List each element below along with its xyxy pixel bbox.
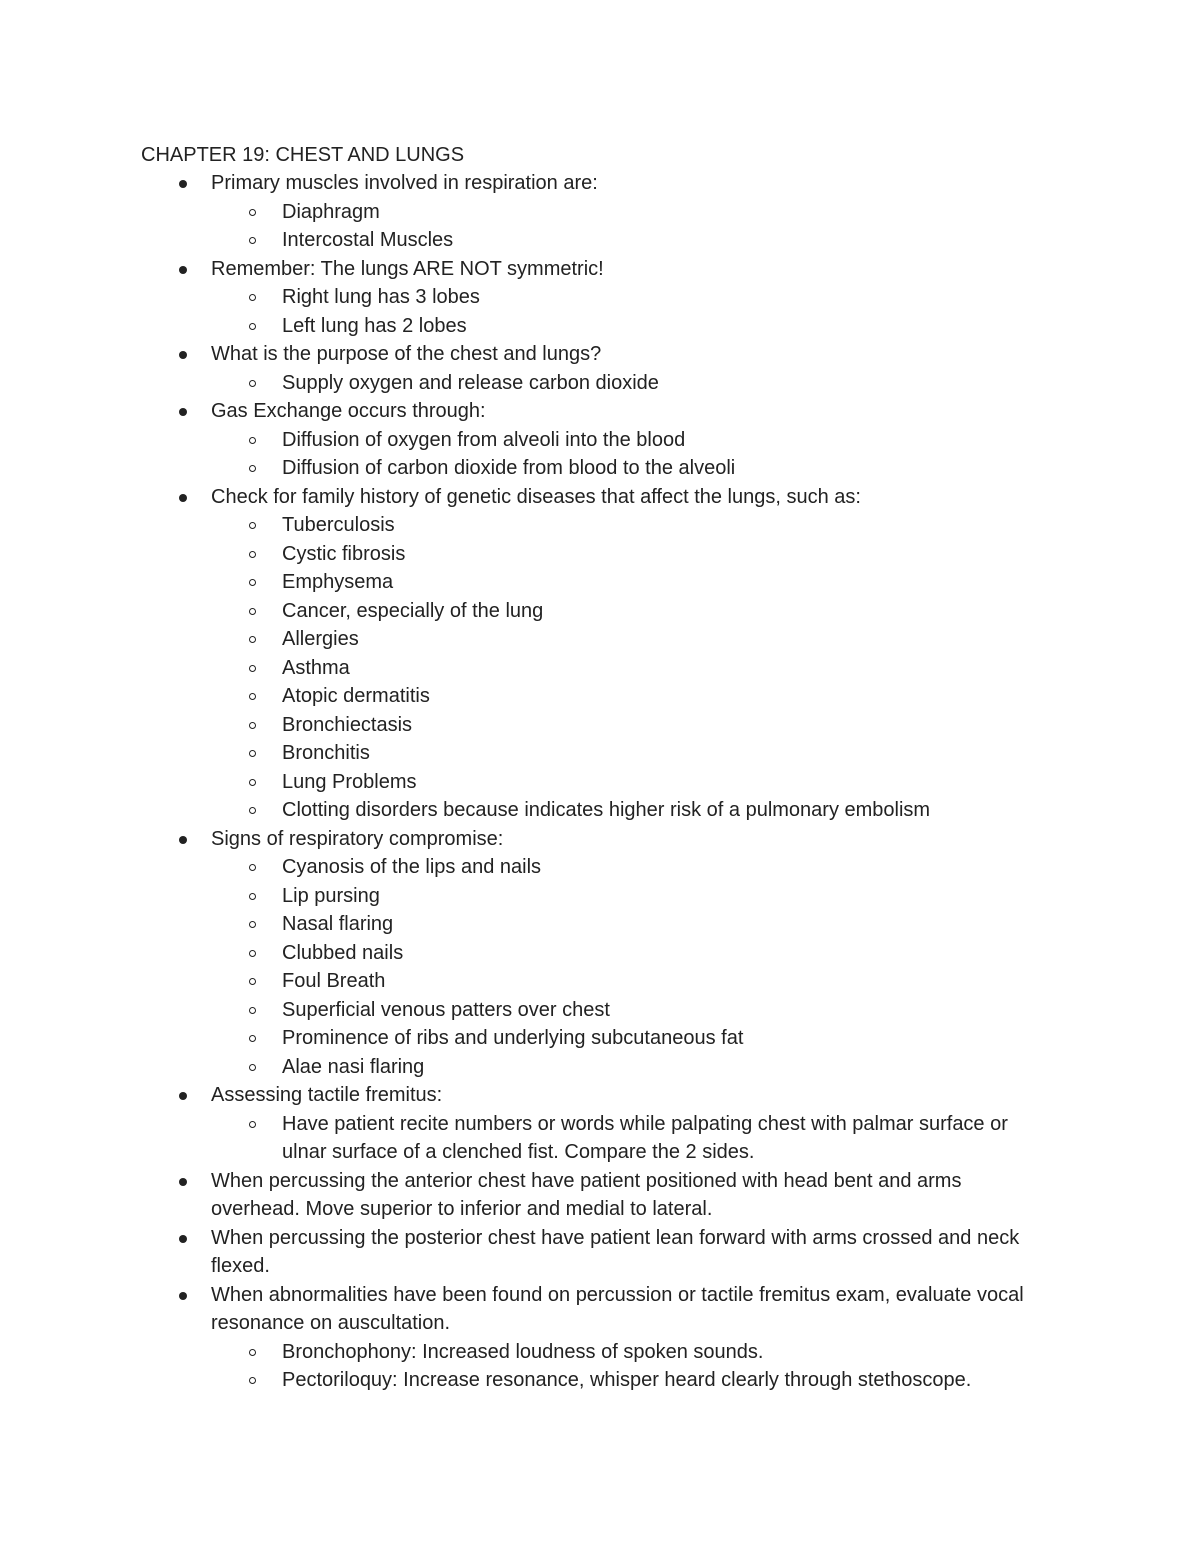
sub-list-item [0, 369, 1052, 398]
list-item [0, 825, 1041, 854]
list-item [0, 1224, 1041, 1281]
sub-list-item [0, 682, 1052, 711]
list-item [0, 1167, 1041, 1224]
hollow-bullet-icon [249, 950, 256, 957]
filled-bullet-icon [179, 266, 187, 274]
list-item-text: Lip pursing [282, 884, 380, 907]
list-item-text: Foul Breath [282, 970, 386, 992]
sub-list-item [0, 454, 1052, 483]
sub-list-item [0, 1110, 1052, 1167]
list-item-text: Tuberculosis [282, 514, 395, 536]
hollow-bullet-icon [249, 1377, 256, 1384]
list-item [0, 1281, 1041, 1338]
hollow-bullet-icon [249, 380, 256, 387]
sub-list-item [0, 1338, 1052, 1367]
sub-list-item [0, 198, 1052, 227]
filled-bullet-icon [179, 351, 187, 359]
list-item-text: When abnormalities have been found on percussion or tactile fremitus exam, evaluate vocal resonance on auscultation. [211, 1283, 1024, 1334]
filled-bullet-icon [179, 494, 187, 502]
list-item-text: Pectoriloquy: Increase resonance, whisper heard clearly through stethoscope. [282, 1369, 972, 1391]
hollow-bullet-icon [249, 636, 256, 643]
list-item-text: Atopic dermatitis [282, 685, 430, 707]
sub-list-item [0, 1366, 1052, 1395]
hollow-bullet-icon [249, 722, 256, 729]
list-item-text: Have patient recite numbers or words while palpating chest with palmar surface or ulnar surface of a clenched fist. Compare the 2 sides. [282, 1112, 1008, 1163]
hollow-bullet-icon [249, 237, 256, 244]
hollow-bullet-icon [249, 522, 256, 529]
list-item-text: Superficial venous patters over chest [282, 998, 610, 1021]
list-item-text: Cyanosis of the lips and nails [282, 856, 542, 878]
hollow-bullet-icon [249, 209, 256, 216]
hollow-bullet-icon [249, 465, 256, 472]
filled-bullet-icon [179, 1178, 187, 1186]
list-item-text: Intercostal Muscles [282, 229, 454, 251]
list-item-text: Diffusion of carbon dioxide from blood to the alveoli [282, 457, 736, 479]
hollow-bullet-icon [249, 693, 256, 700]
sub-list-item [0, 910, 1052, 939]
hollow-bullet-icon [249, 1121, 256, 1128]
list-item-text: Supply oxygen and release carbon dioxide [282, 371, 659, 394]
filled-bullet-icon [179, 836, 187, 844]
sub-list-item [0, 625, 1052, 654]
list-item-text: Primary muscles involved in respiration are: [211, 172, 598, 194]
filled-bullet-icon [179, 1235, 187, 1243]
list-item-text: Assessing tactile fremitus: [211, 1084, 443, 1106]
sub-list-item [0, 939, 1052, 968]
list-item-text: When percussing the posterior chest have patient lean forward with arms crossed and neck flexed. [211, 1226, 1020, 1277]
hollow-bullet-icon [249, 807, 256, 814]
sub-list-item [0, 967, 1052, 996]
hollow-bullet-icon [249, 323, 256, 330]
list-item-text: Prominence of ribs and underlying subcutaneous fat [282, 1027, 744, 1049]
page-title: CHAPTER 19: CHEST AND LUNGS [141, 144, 465, 166]
filled-bullet-icon [179, 408, 187, 416]
list-item-text: Cancer, especially of the lung [282, 599, 544, 622]
list-item-text: Alae nasi flaring [282, 1055, 425, 1078]
hollow-bullet-icon [249, 1035, 256, 1042]
hollow-bullet-icon [249, 864, 256, 871]
hollow-bullet-icon [249, 893, 256, 900]
hollow-bullet-icon [249, 437, 256, 444]
list-item-text: Cystic fibrosis [282, 542, 406, 565]
list-item-text: Emphysema [282, 571, 394, 593]
sub-list-item [0, 739, 1052, 768]
hollow-bullet-icon [249, 1064, 256, 1071]
sub-list-item [0, 996, 1052, 1025]
list-item-text: Check for family history of genetic diseases that affect the lungs, such as: [211, 485, 861, 508]
list-item-text: Bronchitis [282, 742, 370, 764]
filled-bullet-icon [179, 1092, 187, 1100]
list-item-text: What is the purpose of the chest and lungs? [211, 343, 602, 365]
list-item-text: Lung Problems [282, 770, 417, 793]
sub-list-item [0, 654, 1052, 683]
list-item [0, 1081, 1041, 1110]
list-item [0, 397, 1041, 426]
hollow-bullet-icon [249, 779, 256, 786]
filled-bullet-icon [179, 180, 187, 188]
filled-bullet-icon [179, 1292, 187, 1300]
list-item-text: Gas Exchange occurs through: [211, 400, 486, 422]
sub-list-item [0, 426, 1052, 455]
hollow-bullet-icon [249, 921, 256, 928]
list-item [0, 340, 1041, 369]
sub-list-item [0, 226, 1052, 255]
sub-list-item [0, 711, 1052, 740]
sub-list-item [0, 597, 1052, 626]
list-item-text: Remember: The lungs ARE NOT symmetric! [211, 257, 604, 280]
sub-list-item [0, 882, 1052, 911]
list-item-text: Clubbed nails [282, 941, 404, 964]
sub-list-item [0, 1053, 1052, 1082]
list-item-text: Allergies [282, 628, 359, 650]
bullet-list [0, 169, 1200, 1395]
hollow-bullet-icon [249, 750, 256, 757]
list-item [0, 255, 1041, 284]
hollow-bullet-icon [249, 1349, 256, 1356]
hollow-bullet-icon [249, 1007, 256, 1014]
hollow-bullet-icon [249, 551, 256, 558]
hollow-bullet-icon [249, 294, 256, 301]
sub-list-item [0, 540, 1052, 569]
sub-list-item [0, 511, 1052, 540]
list-item-text: Asthma [282, 656, 350, 679]
hollow-bullet-icon [249, 579, 256, 586]
sub-list-item [0, 1024, 1052, 1053]
sub-list-item [0, 796, 1052, 825]
list-item-text: Bronchiectasis [282, 713, 413, 736]
sub-list-item [0, 768, 1052, 797]
list-item-text: Left lung has 2 lobes [282, 314, 467, 337]
sub-list-item [0, 312, 1052, 341]
sub-list-item [0, 283, 1052, 312]
list-item-text: Diffusion of oxygen from alveoli into the blood [282, 428, 686, 451]
list-item-text: Right lung has 3 lobes [282, 286, 480, 308]
hollow-bullet-icon [249, 665, 256, 672]
list-item [0, 169, 1041, 198]
sub-list-item [0, 853, 1052, 882]
hollow-bullet-icon [249, 608, 256, 615]
list-item-text: Nasal flaring [282, 913, 394, 935]
list-item-text: Diaphragm [282, 200, 380, 223]
sub-list-item [0, 568, 1052, 597]
list-item-text: Signs of respiratory compromise: [211, 827, 504, 850]
list-item-text: Clotting disorders because indicates higher risk of a pulmonary embolism [282, 799, 931, 821]
hollow-bullet-icon [249, 978, 256, 985]
list-item [0, 483, 1041, 512]
list-item-text: Bronchophony: Increased loudness of spoken sounds. [282, 1340, 764, 1363]
list-item-text: When percussing the anterior chest have patient positioned with head bent and arms overhead. Move superior to inferior and medial to lateral. [211, 1169, 962, 1220]
